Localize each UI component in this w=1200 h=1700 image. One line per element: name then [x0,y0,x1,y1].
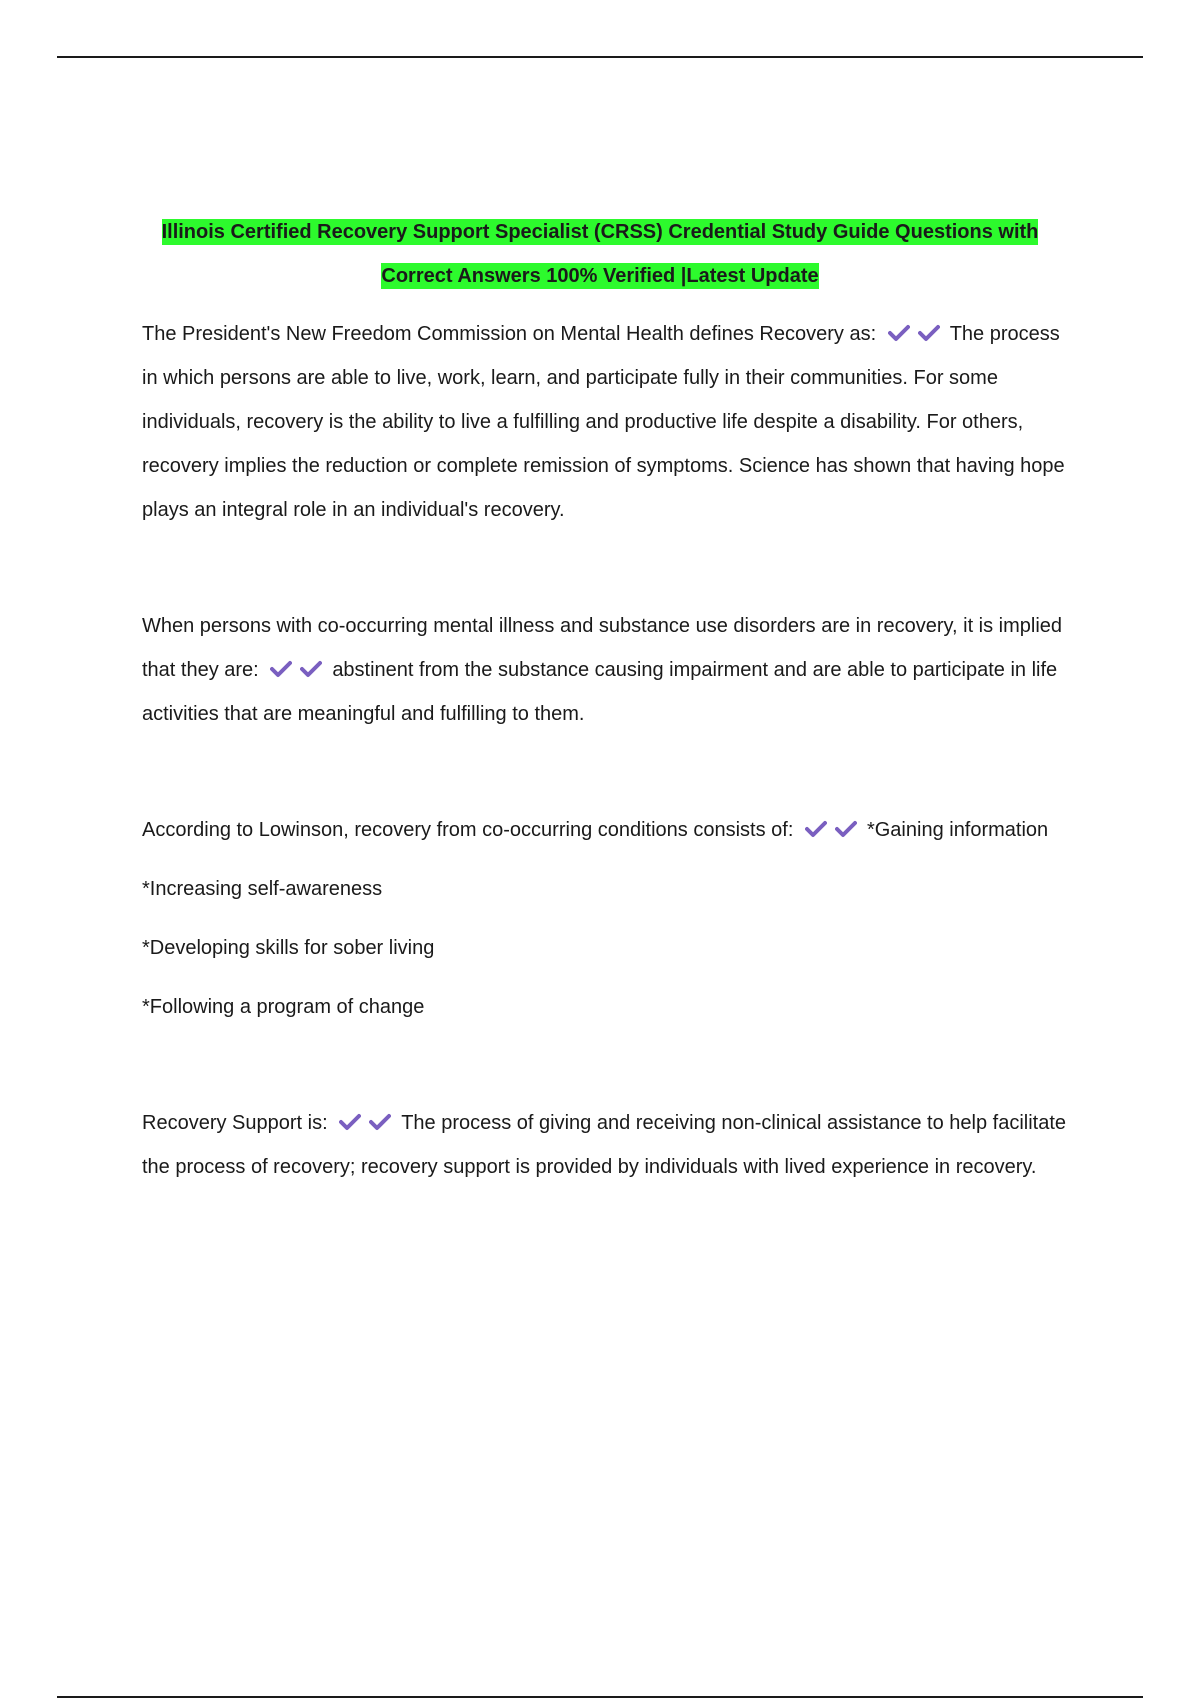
answer-marker [270,648,330,692]
answer-marker [888,312,948,356]
answer-marker [339,1101,399,1145]
answer-text: The process in which persons are able to live, work, learn, and participate fully in their communities. For some individuals, recovery is the ability to live a fulfilling and productive life despite a disability. For others, recovery implies the reduction or complete remission of symptoms. Science has shown that having hope plays an integral role in an individual's recovery. [142,323,1065,521]
question-text: The President's New Freedom Commission on Mental Health defines Recovery as: [142,323,877,345]
answer-list-item: *Following a program of change [142,996,425,1018]
check-icon [805,820,827,838]
qa-list [142,312,1072,1189]
qa-item-3 [142,808,1072,1029]
header-rule [57,56,1143,58]
answer-text: *Gaining information [866,819,1049,841]
question-text: Recovery Support is: [142,1112,328,1134]
answer-marker [805,808,865,852]
qa-item-4 [142,1101,1072,1189]
title-line-2: Correct Answers 100% Verified |Latest Update [381,265,819,287]
document-title [100,210,1100,298]
title-line-1: Illinois Certified Recovery Support Specialist (CRSS) Credential Study Guide Questions with [161,221,1039,243]
check-icon [339,1113,361,1131]
check-icon [300,660,322,678]
check-icon [270,660,292,678]
question-text: According to Lowinson, recovery from co-occurring conditions consists of: [142,819,794,841]
check-icon [918,324,940,342]
answer-list-item: *Increasing self-awareness [142,878,383,900]
answer-list-item: *Developing skills for sober living [142,937,435,959]
answer-text: The process of giving and receiving non-clinical assistance to help facilitate the process of recovery; recovery support is provided by individuals with lived experience in recovery. [142,1112,1067,1178]
check-icon [369,1113,391,1131]
footer-rule [57,1696,1143,1698]
check-icon [835,820,857,838]
qa-item-1 [142,312,1072,532]
question-text: When persons with co-occurring mental illness and substance use disorders are in recovery, it is implied that they are: [142,615,1063,681]
answer-text: abstinent from the substance causing impairment and are able to participate in life activities that are meaningful and fulfilling to them. [142,659,1058,725]
qa-item-2 [142,604,1072,736]
check-icon [888,324,910,342]
